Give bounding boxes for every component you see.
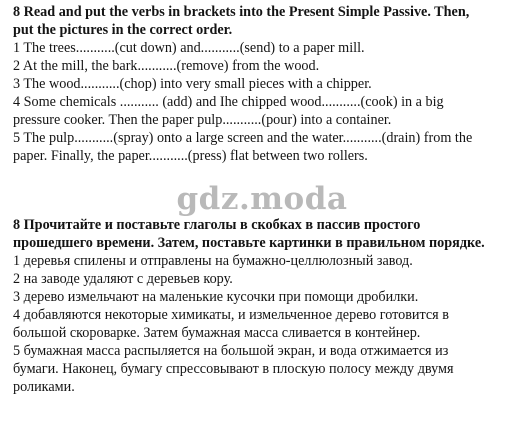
- english-item-4-line-1: 4 Some chemicals ........... (add) and Ihe chipped wood...........(cook) in a big: [13, 94, 444, 110]
- russian-item-3: 3 дерево измельчают на маленькие кусочки при помощи дробилки.: [13, 289, 419, 305]
- russian-heading-line-1: 8 Прочитайте и поставьте глаголы в скобках в пассив простого: [13, 217, 421, 233]
- russian-item-5-line-1: 5 бумажная масса распыляется на большой экран, и вода отжимается из: [13, 343, 449, 359]
- english-item-1: 1 The trees...........(cut down) and...........(send) to a paper mill.: [13, 40, 365, 56]
- english-item-4-line-2: pressure cooker. Then the paper pulp...........(pour) into a container.: [13, 112, 392, 128]
- russian-item-5-line-2: бумаги. Наконец, бумагу спрессовывают в плоскую полосу между двумя: [13, 361, 454, 377]
- site-watermark: gdz.moda: [176, 181, 348, 217]
- english-item-5-line-2: paper. Finally, the paper...........(press) flat between two rollers.: [13, 148, 368, 164]
- russian-item-4-line-2: большой скороварке. Затем бумажная масса сливается в контейнер.: [13, 325, 421, 341]
- english-heading-line-1: 8 Read and put the verbs in brackets into the Present Simple Passive. Then,: [13, 4, 470, 20]
- english-item-5-line-1: 5 The pulp...........(spray) onto a large screen and the water...........(drain) from the: [13, 130, 473, 146]
- russian-heading-line-2: прошедшего времени. Затем, поставьте картинки в правильном порядке.: [13, 235, 485, 251]
- english-item-3: 3 The wood...........(chop) into very small pieces with a chipper.: [13, 76, 372, 92]
- english-heading-line-2: put the pictures in the correct order.: [13, 22, 233, 38]
- russian-item-5-line-3: роликами.: [13, 379, 75, 395]
- russian-item-4-line-1: 4 добавляются некоторые химикаты, и измельченное дерево готовится в: [13, 307, 449, 323]
- russian-item-2: 2 на заводе удаляют с деревьев кору.: [13, 271, 233, 287]
- russian-exercise: [13, 216, 519, 396]
- english-item-2: 2 At the mill, the bark...........(remove) from the wood.: [13, 58, 320, 74]
- russian-item-1: 1 деревья спилены и отправлены на бумажно-целлюлозный завод.: [13, 253, 413, 269]
- english-exercise: [13, 3, 519, 165]
